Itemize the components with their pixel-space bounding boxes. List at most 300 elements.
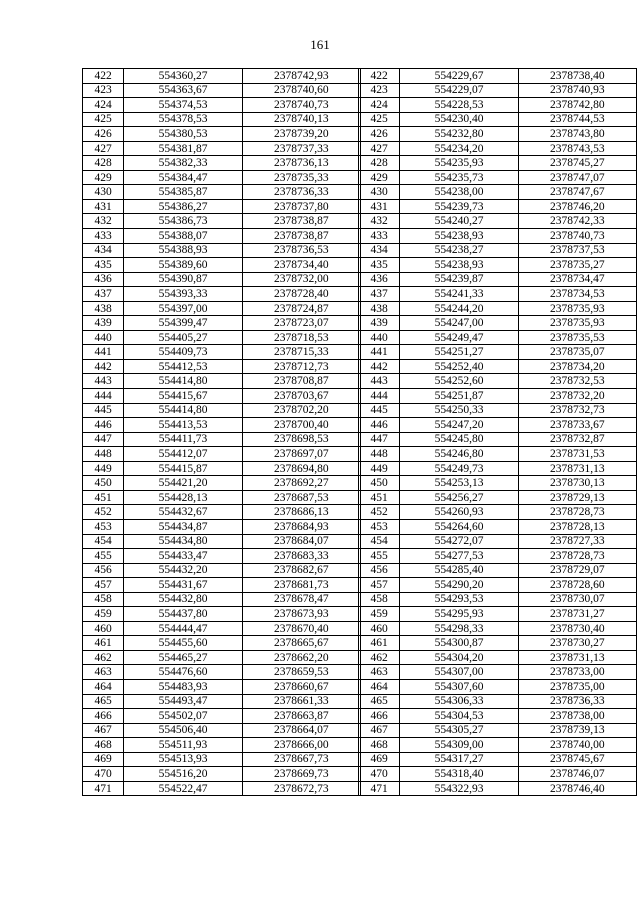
x-coordinate-cell: 554432,80	[124, 592, 242, 607]
y-coordinate-cell: 2378694,80	[242, 461, 360, 476]
x-coordinate-cell: 554455,60	[124, 636, 242, 651]
y-coordinate-cell: 2378659,53	[242, 665, 360, 680]
point-number-cell: 433	[359, 229, 400, 244]
table-row	[359, 563, 637, 578]
table-row	[359, 767, 637, 782]
table-row	[359, 607, 637, 622]
table-row	[83, 374, 361, 389]
table-row	[359, 199, 637, 214]
x-coordinate-cell: 554238,00	[400, 185, 518, 200]
x-coordinate-cell: 554264,60	[400, 519, 518, 534]
table-row	[359, 519, 637, 534]
point-number-cell: 456	[83, 563, 124, 578]
table-row	[83, 170, 361, 185]
x-coordinate-cell: 554444,47	[124, 621, 242, 636]
point-number-cell: 470	[359, 767, 400, 782]
point-number-cell: 432	[83, 214, 124, 229]
x-coordinate-cell: 554522,47	[124, 781, 242, 796]
y-coordinate-cell: 2378730,07	[518, 592, 636, 607]
y-coordinate-cell: 2378663,87	[242, 709, 360, 724]
table-row	[359, 258, 637, 273]
point-number-cell: 441	[359, 345, 400, 360]
point-number-cell: 422	[83, 69, 124, 84]
table-row	[359, 156, 637, 171]
x-coordinate-cell: 554305,27	[400, 723, 518, 738]
x-coordinate-cell: 554307,00	[400, 665, 518, 680]
point-number-cell: 464	[83, 679, 124, 694]
y-coordinate-cell: 2378686,13	[242, 505, 360, 520]
x-coordinate-cell: 554304,20	[400, 650, 518, 665]
y-coordinate-cell: 2378729,13	[518, 490, 636, 505]
x-coordinate-cell: 554228,53	[400, 98, 518, 113]
x-coordinate-cell: 554380,53	[124, 127, 242, 142]
y-coordinate-cell: 2378740,93	[518, 83, 636, 98]
table-row	[83, 476, 361, 491]
y-coordinate-cell: 2378666,00	[242, 738, 360, 753]
point-number-cell: 429	[359, 170, 400, 185]
point-number-cell: 428	[83, 156, 124, 171]
table-row	[83, 359, 361, 374]
x-coordinate-cell: 554239,87	[400, 272, 518, 287]
point-number-cell: 432	[359, 214, 400, 229]
y-coordinate-cell: 2378740,73	[242, 98, 360, 113]
y-coordinate-cell: 2378738,40	[518, 69, 636, 84]
y-coordinate-cell: 2378731,27	[518, 607, 636, 622]
y-coordinate-cell: 2378728,73	[518, 549, 636, 564]
table-row	[359, 534, 637, 549]
x-coordinate-cell: 554318,40	[400, 767, 518, 782]
table-row	[359, 272, 637, 287]
table-row	[83, 563, 361, 578]
table-row	[83, 258, 361, 273]
x-coordinate-cell: 554317,27	[400, 752, 518, 767]
x-coordinate-cell: 554253,13	[400, 476, 518, 491]
table-row	[359, 301, 637, 316]
x-coordinate-cell: 554397,00	[124, 301, 242, 316]
y-coordinate-cell: 2378734,47	[518, 272, 636, 287]
y-coordinate-cell: 2378740,00	[518, 738, 636, 753]
y-coordinate-cell: 2378735,33	[242, 170, 360, 185]
table-row	[359, 461, 637, 476]
point-number-cell: 426	[83, 127, 124, 142]
table-row	[83, 185, 361, 200]
point-number-cell: 471	[83, 781, 124, 796]
page-number: 161	[310, 37, 330, 52]
y-coordinate-cell: 2378735,53	[518, 330, 636, 345]
y-coordinate-cell: 2378733,67	[518, 418, 636, 433]
y-coordinate-cell: 2378662,20	[242, 650, 360, 665]
y-coordinate-cell: 2378735,93	[518, 316, 636, 331]
x-coordinate-cell: 554428,13	[124, 490, 242, 505]
y-coordinate-cell: 2378740,73	[518, 229, 636, 244]
table-row	[83, 578, 361, 593]
x-coordinate-cell: 554240,27	[400, 214, 518, 229]
y-coordinate-cell: 2378733,00	[518, 665, 636, 680]
x-coordinate-cell: 554307,60	[400, 679, 518, 694]
table-row	[83, 214, 361, 229]
table-row	[83, 389, 361, 404]
table-row	[359, 447, 637, 462]
coordinates-table-left	[82, 68, 361, 796]
point-number-cell: 460	[359, 621, 400, 636]
point-number-cell: 427	[359, 141, 400, 156]
y-coordinate-cell: 2378682,67	[242, 563, 360, 578]
y-coordinate-cell: 2378673,93	[242, 607, 360, 622]
point-number-cell: 426	[359, 127, 400, 142]
table-row	[83, 738, 361, 753]
x-coordinate-cell: 554363,67	[124, 83, 242, 98]
point-number-cell: 466	[359, 709, 400, 724]
x-coordinate-cell: 554390,87	[124, 272, 242, 287]
x-coordinate-cell: 554272,07	[400, 534, 518, 549]
point-number-cell: 459	[83, 607, 124, 622]
y-coordinate-cell: 2378730,40	[518, 621, 636, 636]
x-coordinate-cell: 554232,80	[400, 127, 518, 142]
y-coordinate-cell: 2378681,73	[242, 578, 360, 593]
point-number-cell: 446	[83, 418, 124, 433]
y-coordinate-cell: 2378734,20	[518, 359, 636, 374]
y-coordinate-cell: 2378728,40	[242, 287, 360, 302]
table-row	[83, 229, 361, 244]
y-coordinate-cell: 2378729,07	[518, 563, 636, 578]
y-coordinate-cell: 2378731,13	[518, 650, 636, 665]
x-coordinate-cell: 554229,67	[400, 69, 518, 84]
x-coordinate-cell: 554384,47	[124, 170, 242, 185]
y-coordinate-cell: 2378697,07	[242, 447, 360, 462]
table-row	[359, 287, 637, 302]
x-coordinate-cell: 554256,27	[400, 490, 518, 505]
x-coordinate-cell: 554399,47	[124, 316, 242, 331]
point-number-cell: 468	[83, 738, 124, 753]
table-row	[359, 170, 637, 185]
x-coordinate-cell: 554386,27	[124, 199, 242, 214]
point-number-cell: 459	[359, 607, 400, 622]
table-row	[83, 549, 361, 564]
y-coordinate-cell: 2378730,13	[518, 476, 636, 491]
table-row	[83, 243, 361, 258]
point-number-cell: 448	[359, 447, 400, 462]
table-row	[83, 694, 361, 709]
point-number-cell: 462	[359, 650, 400, 665]
point-number-cell: 447	[359, 432, 400, 447]
point-number-cell: 467	[359, 723, 400, 738]
table-row	[83, 432, 361, 447]
x-coordinate-cell: 554251,87	[400, 389, 518, 404]
x-coordinate-cell: 554437,80	[124, 607, 242, 622]
y-coordinate-cell: 2378683,33	[242, 549, 360, 564]
y-coordinate-cell: 2378740,13	[242, 112, 360, 127]
table-row	[359, 505, 637, 520]
table-row	[359, 403, 637, 418]
table-row	[359, 650, 637, 665]
point-number-cell: 423	[359, 83, 400, 98]
table-row	[359, 141, 637, 156]
y-coordinate-cell: 2378661,33	[242, 694, 360, 709]
point-number-cell: 453	[83, 519, 124, 534]
x-coordinate-cell: 554382,33	[124, 156, 242, 171]
table-row	[359, 781, 637, 796]
table-row	[83, 447, 361, 462]
x-coordinate-cell: 554300,87	[400, 636, 518, 651]
table-row	[83, 403, 361, 418]
y-coordinate-cell: 2378698,53	[242, 432, 360, 447]
table-row	[83, 83, 361, 98]
point-number-cell: 449	[359, 461, 400, 476]
table-row	[359, 723, 637, 738]
y-coordinate-cell: 2378718,53	[242, 330, 360, 345]
y-coordinate-cell: 2378734,40	[242, 258, 360, 273]
table-row	[83, 781, 361, 796]
point-number-cell: 449	[83, 461, 124, 476]
point-number-cell: 445	[83, 403, 124, 418]
point-number-cell: 454	[359, 534, 400, 549]
x-coordinate-cell: 554511,93	[124, 738, 242, 753]
point-number-cell: 450	[83, 476, 124, 491]
x-coordinate-cell: 554412,53	[124, 359, 242, 374]
point-number-cell: 425	[83, 112, 124, 127]
point-number-cell: 427	[83, 141, 124, 156]
y-coordinate-cell: 2378669,73	[242, 767, 360, 782]
table-row	[359, 694, 637, 709]
x-coordinate-cell: 554493,47	[124, 694, 242, 709]
x-coordinate-cell: 554230,40	[400, 112, 518, 127]
x-coordinate-cell: 554249,73	[400, 461, 518, 476]
y-coordinate-cell: 2378731,53	[518, 447, 636, 462]
table-row	[359, 69, 637, 84]
y-coordinate-cell: 2378737,53	[518, 243, 636, 258]
x-coordinate-cell: 554290,20	[400, 578, 518, 593]
point-number-cell: 460	[83, 621, 124, 636]
x-coordinate-cell: 554502,07	[124, 709, 242, 724]
table-row	[83, 272, 361, 287]
table-row	[359, 592, 637, 607]
table-row	[359, 636, 637, 651]
y-coordinate-cell: 2378732,73	[518, 403, 636, 418]
table-row	[83, 767, 361, 782]
y-coordinate-cell: 2378743,80	[518, 127, 636, 142]
table-row	[359, 549, 637, 564]
table-row	[359, 738, 637, 753]
table-row	[83, 490, 361, 505]
y-coordinate-cell: 2378670,40	[242, 621, 360, 636]
x-coordinate-cell: 554415,87	[124, 461, 242, 476]
y-coordinate-cell: 2378727,33	[518, 534, 636, 549]
point-number-cell: 465	[359, 694, 400, 709]
table-row	[359, 621, 637, 636]
table-row	[83, 679, 361, 694]
table-row	[83, 505, 361, 520]
x-coordinate-cell: 554386,73	[124, 214, 242, 229]
point-number-cell: 435	[83, 258, 124, 273]
table-row	[359, 112, 637, 127]
point-number-cell: 466	[83, 709, 124, 724]
point-number-cell: 470	[83, 767, 124, 782]
table-row	[83, 607, 361, 622]
point-number-cell: 424	[83, 98, 124, 113]
x-coordinate-cell: 554476,60	[124, 665, 242, 680]
table-row	[83, 287, 361, 302]
x-coordinate-cell: 554298,33	[400, 621, 518, 636]
table-row	[359, 389, 637, 404]
x-coordinate-cell: 554260,93	[400, 505, 518, 520]
table-row	[83, 636, 361, 651]
table-row	[83, 534, 361, 549]
table-row	[83, 199, 361, 214]
point-number-cell: 439	[83, 316, 124, 331]
point-number-cell: 451	[359, 490, 400, 505]
point-number-cell: 440	[359, 330, 400, 345]
point-number-cell: 447	[83, 432, 124, 447]
point-number-cell: 461	[83, 636, 124, 651]
table-row	[359, 127, 637, 142]
table-row	[359, 374, 637, 389]
y-coordinate-cell: 2378664,07	[242, 723, 360, 738]
point-number-cell: 437	[83, 287, 124, 302]
point-number-cell: 428	[359, 156, 400, 171]
table-row	[359, 185, 637, 200]
table-row	[359, 432, 637, 447]
y-coordinate-cell: 2378684,07	[242, 534, 360, 549]
point-number-cell: 430	[359, 185, 400, 200]
y-coordinate-cell: 2378724,87	[242, 301, 360, 316]
x-coordinate-cell: 554378,53	[124, 112, 242, 127]
coordinates-table-right	[358, 68, 637, 796]
y-coordinate-cell: 2378738,00	[518, 709, 636, 724]
y-coordinate-cell: 2378684,93	[242, 519, 360, 534]
table-row	[359, 679, 637, 694]
point-number-cell: 442	[83, 359, 124, 374]
y-coordinate-cell: 2378700,40	[242, 418, 360, 433]
x-coordinate-cell: 554432,67	[124, 505, 242, 520]
point-number-cell: 455	[359, 549, 400, 564]
x-coordinate-cell: 554277,53	[400, 549, 518, 564]
y-coordinate-cell: 2378746,20	[518, 199, 636, 214]
point-number-cell: 463	[359, 665, 400, 680]
x-coordinate-cell: 554483,93	[124, 679, 242, 694]
point-number-cell: 444	[359, 389, 400, 404]
table-row	[83, 330, 361, 345]
y-coordinate-cell: 2378665,67	[242, 636, 360, 651]
y-coordinate-cell: 2378745,27	[518, 156, 636, 171]
point-number-cell: 455	[83, 549, 124, 564]
y-coordinate-cell: 2378732,00	[242, 272, 360, 287]
point-number-cell: 431	[83, 199, 124, 214]
table-row	[359, 316, 637, 331]
point-number-cell: 446	[359, 418, 400, 433]
x-coordinate-cell: 554285,40	[400, 563, 518, 578]
point-number-cell: 435	[359, 258, 400, 273]
point-number-cell: 424	[359, 98, 400, 113]
x-coordinate-cell: 554238,93	[400, 229, 518, 244]
point-number-cell: 468	[359, 738, 400, 753]
x-coordinate-cell: 554245,80	[400, 432, 518, 447]
x-coordinate-cell: 554412,07	[124, 447, 242, 462]
x-coordinate-cell: 554295,93	[400, 607, 518, 622]
table-row	[83, 519, 361, 534]
point-number-cell: 438	[359, 301, 400, 316]
table-row	[83, 621, 361, 636]
x-coordinate-cell: 554381,87	[124, 141, 242, 156]
table-row	[359, 214, 637, 229]
point-number-cell: 461	[359, 636, 400, 651]
x-coordinate-cell: 554241,33	[400, 287, 518, 302]
table-row	[83, 461, 361, 476]
x-coordinate-cell: 554431,67	[124, 578, 242, 593]
x-coordinate-cell: 554251,27	[400, 345, 518, 360]
x-coordinate-cell: 554239,73	[400, 199, 518, 214]
table-row	[83, 316, 361, 331]
y-coordinate-cell: 2378667,73	[242, 752, 360, 767]
y-coordinate-cell: 2378728,73	[518, 505, 636, 520]
table-row	[359, 330, 637, 345]
x-coordinate-cell: 554409,73	[124, 345, 242, 360]
x-coordinate-cell: 554516,20	[124, 767, 242, 782]
y-coordinate-cell: 2378747,67	[518, 185, 636, 200]
table-row	[359, 359, 637, 374]
point-number-cell: 458	[359, 592, 400, 607]
table-row	[83, 127, 361, 142]
table-row	[83, 141, 361, 156]
table-row	[83, 592, 361, 607]
y-coordinate-cell: 2378738,87	[242, 229, 360, 244]
y-coordinate-cell: 2378732,53	[518, 374, 636, 389]
point-number-cell: 434	[83, 243, 124, 258]
y-coordinate-cell: 2378734,53	[518, 287, 636, 302]
x-coordinate-cell: 554306,33	[400, 694, 518, 709]
point-number-cell: 439	[359, 316, 400, 331]
y-coordinate-cell: 2378712,73	[242, 359, 360, 374]
y-coordinate-cell: 2378708,87	[242, 374, 360, 389]
x-coordinate-cell: 554415,67	[124, 389, 242, 404]
y-coordinate-cell: 2378744,53	[518, 112, 636, 127]
y-coordinate-cell: 2378735,27	[518, 258, 636, 273]
x-coordinate-cell: 554293,53	[400, 592, 518, 607]
point-number-cell: 465	[83, 694, 124, 709]
y-coordinate-cell: 2378735,07	[518, 345, 636, 360]
x-coordinate-cell: 554252,40	[400, 359, 518, 374]
table-row	[359, 476, 637, 491]
x-coordinate-cell: 554252,60	[400, 374, 518, 389]
x-coordinate-cell: 554405,27	[124, 330, 242, 345]
table-row	[83, 98, 361, 113]
x-coordinate-cell: 554393,33	[124, 287, 242, 302]
table-row	[359, 83, 637, 98]
x-coordinate-cell: 554244,20	[400, 301, 518, 316]
point-number-cell: 452	[83, 505, 124, 520]
y-coordinate-cell: 2378736,33	[242, 185, 360, 200]
y-coordinate-cell: 2378746,40	[518, 781, 636, 796]
point-number-cell: 443	[359, 374, 400, 389]
x-coordinate-cell: 554506,40	[124, 723, 242, 738]
x-coordinate-cell: 554414,80	[124, 403, 242, 418]
x-coordinate-cell: 554434,80	[124, 534, 242, 549]
y-coordinate-cell: 2378703,67	[242, 389, 360, 404]
x-coordinate-cell: 554389,60	[124, 258, 242, 273]
point-number-cell: 462	[83, 650, 124, 665]
y-coordinate-cell: 2378736,33	[518, 694, 636, 709]
x-coordinate-cell: 554322,93	[400, 781, 518, 796]
x-coordinate-cell: 554246,80	[400, 447, 518, 462]
y-coordinate-cell: 2378732,20	[518, 389, 636, 404]
point-number-cell: 436	[359, 272, 400, 287]
x-coordinate-cell: 554229,07	[400, 83, 518, 98]
x-coordinate-cell: 554414,80	[124, 374, 242, 389]
y-coordinate-cell: 2378743,53	[518, 141, 636, 156]
point-number-cell: 429	[83, 170, 124, 185]
y-coordinate-cell: 2378746,07	[518, 767, 636, 782]
y-coordinate-cell: 2378660,67	[242, 679, 360, 694]
point-number-cell: 463	[83, 665, 124, 680]
